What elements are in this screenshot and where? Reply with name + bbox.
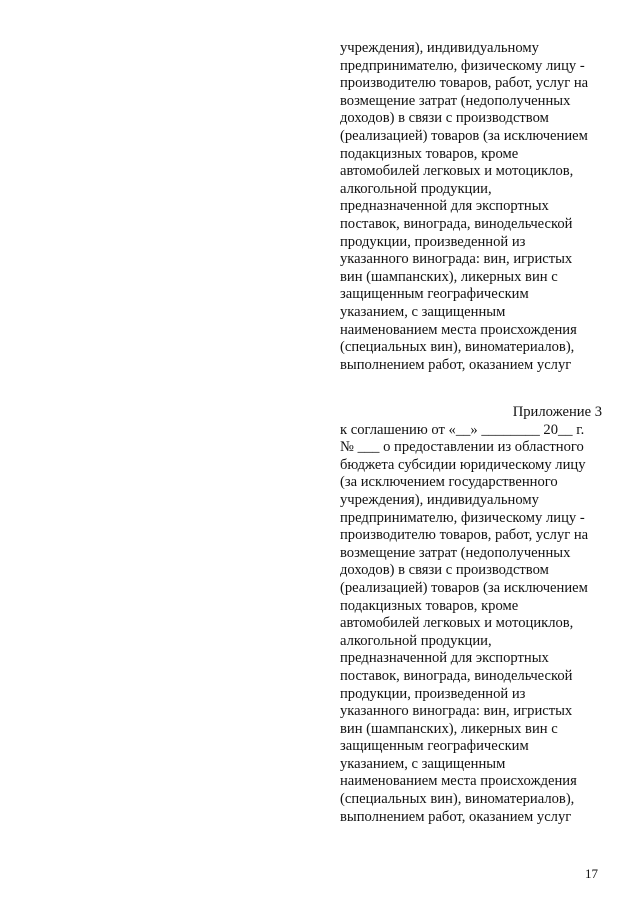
appendix-3-caption — [340, 404, 602, 826]
caption-line: возмещение затрат (недополученных — [340, 92, 571, 109]
caption-line: производителю товаров, работ, услуг на — [340, 75, 589, 92]
caption-line: доходов) в связи с производством — [340, 562, 549, 579]
caption-line: подакцизных товаров, кроме — [340, 145, 519, 162]
caption-line: (реализацией) товаров (за исключением — [340, 579, 588, 596]
continued-appendix-caption — [340, 40, 602, 374]
caption-line: (за исключением государственного — [340, 474, 558, 491]
caption-line: (реализацией) товаров (за исключением — [340, 127, 588, 144]
caption-line: указанием, с защищенным — [340, 755, 506, 772]
caption-line: алкогольной продукции, — [340, 632, 492, 649]
caption-line: поставок, винограда, винодельческой — [340, 215, 573, 232]
appendix-heading: Приложение 3 — [512, 404, 602, 420]
page-number: 17 — [585, 866, 598, 881]
caption-line: учреждения), индивидуальному — [340, 491, 539, 508]
caption-line: доходов) в связи с производством — [340, 110, 549, 127]
caption-line: возмещение затрат (недополученных — [340, 544, 571, 561]
caption-line: автомобилей легковых и мотоциклов, — [340, 163, 574, 180]
caption-line: указанием, с защищенным — [340, 303, 506, 320]
caption-line: производителю товаров, работ, услуг на — [340, 527, 589, 544]
caption-line: подакцизных товаров, кроме — [340, 597, 519, 614]
caption-line: предназначенной для экспортных — [340, 650, 549, 667]
caption-line: учреждения), индивидуальному — [340, 40, 539, 56]
caption-line: указанного винограда: вин, игристых — [340, 703, 573, 720]
caption-line: продукции, произведенной из — [340, 233, 526, 250]
caption-line: вин (шампанских), ликерных вин с — [340, 720, 558, 737]
caption-line: предпринимателю, физическому лицу - — [340, 57, 585, 74]
caption-line: наименованием места происхождения — [340, 773, 577, 790]
caption-line: предназначенной для экспортных — [340, 198, 549, 215]
caption-line: № ___ о предоставлении из областного — [340, 439, 584, 456]
caption-line: указанного винограда: вин, игристых — [340, 251, 573, 268]
caption-line: поставок, винограда, винодельческой — [340, 667, 573, 684]
caption-line: выполнением работ, оказанием услуг — [340, 808, 572, 825]
caption-line: продукции, произведенной из — [340, 685, 526, 702]
caption-line: наименованием места происхождения — [340, 321, 577, 338]
caption-line: защищенным географическим — [340, 738, 529, 755]
caption-line: (специальных вин), виноматериалов), — [340, 791, 575, 808]
caption-line: (специальных вин), виноматериалов), — [340, 339, 575, 356]
caption-line: алкогольной продукции, — [340, 180, 492, 197]
caption-line: бюджета субсидии юридическому лицу — [340, 456, 586, 473]
caption-line: вин (шампанских), ликерных вин с — [340, 268, 558, 285]
caption-line: автомобилей легковых и мотоциклов, — [340, 615, 574, 632]
caption-line: защищенным географическим — [340, 286, 529, 303]
caption-line: выполнением работ, оказанием услуг — [340, 356, 572, 373]
caption-line: к соглашению от «__» ________ 20__ г. — [340, 421, 585, 438]
caption-line: предпринимателю, физическому лицу - — [340, 509, 585, 526]
